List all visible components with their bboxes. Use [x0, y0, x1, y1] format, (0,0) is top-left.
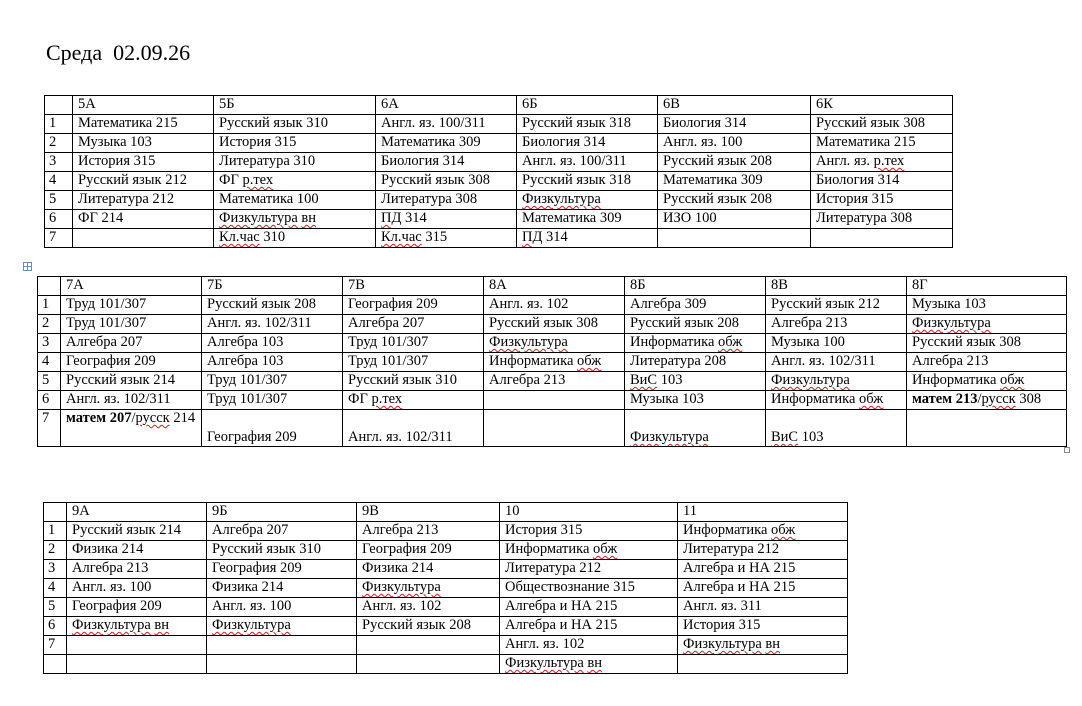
table-row — [44, 598, 848, 617]
lesson-cell: Алгебра 207 — [207, 522, 357, 541]
class-header-cell: 10 — [500, 503, 678, 522]
lesson-cell — [484, 391, 625, 410]
lesson-cell: Биология 314 — [658, 115, 811, 134]
lesson-cell: Англ. яз. 102/311 — [343, 410, 484, 447]
lesson-cell: География 209 — [202, 410, 343, 447]
class-header-cell: 9В — [357, 503, 500, 522]
table-row — [38, 372, 1067, 391]
lesson-number-cell: 1 — [44, 522, 67, 541]
lesson-cell: Алгебра 207 — [61, 334, 202, 353]
table-header-row — [38, 277, 1067, 296]
class-header-cell: 5Б — [214, 96, 376, 115]
lesson-cell: Русский язык 310 — [343, 372, 484, 391]
lesson-cell: Русский язык 308 — [811, 115, 953, 134]
class-header-cell: 7А — [61, 277, 202, 296]
lesson-cell: Русский язык 208 — [202, 296, 343, 315]
lesson-cell: Литература 308 — [811, 210, 953, 229]
lesson-cell: Алгебра 213 — [67, 560, 207, 579]
lesson-cell: Англ. яз. 102/311 — [61, 391, 202, 410]
lesson-cell: История 315 — [678, 617, 848, 636]
lesson-cell: матем 213/русск 308 — [907, 391, 1067, 410]
lesson-cell: Физкультура вн — [67, 617, 207, 636]
lesson-cell: Англ. яз. 100 — [207, 598, 357, 617]
lesson-cell: Труд 101/307 — [202, 391, 343, 410]
table-row — [38, 334, 1067, 353]
schedule-table-9-11 — [43, 502, 848, 674]
lesson-cell: Русский язык 212 — [73, 172, 214, 191]
lesson-cell — [907, 410, 1067, 447]
lesson-cell: Англ. яз. 100 — [658, 134, 811, 153]
table-row — [44, 541, 848, 560]
lesson-cell: Англ. яз. р.тех — [811, 153, 953, 172]
table-row — [38, 296, 1067, 315]
lesson-cell: Физика 214 — [207, 579, 357, 598]
lesson-cell: География 209 — [61, 353, 202, 372]
table-row — [45, 210, 953, 229]
class-header-cell: 6В — [658, 96, 811, 115]
table-row — [38, 391, 1067, 410]
lesson-cell: Алгебра 213 — [907, 353, 1067, 372]
lesson-cell: Музыка 103 — [73, 134, 214, 153]
table-row — [45, 153, 953, 172]
lesson-cell: Физкультура вн — [500, 655, 678, 674]
schedule-table-5-6 — [44, 95, 953, 248]
lesson-cell: ВиС 103 — [766, 410, 907, 447]
table-header-row — [45, 96, 953, 115]
lesson-cell: Физкультура — [625, 410, 766, 447]
lesson-cell: Математика 215 — [811, 134, 953, 153]
lesson-cell: Труд 101/307 — [61, 315, 202, 334]
schedule-table-7-8 — [37, 276, 1067, 447]
lesson-cell: История 315 — [811, 191, 953, 210]
table-row — [45, 191, 953, 210]
lesson-cell: Русский язык 308 — [376, 172, 517, 191]
table-row — [45, 172, 953, 191]
lesson-cell: Русский язык 318 — [517, 172, 658, 191]
table-row — [45, 115, 953, 134]
table-row — [44, 636, 848, 655]
lesson-cell: Математика 309 — [376, 134, 517, 153]
lesson-cell: Физкультура — [517, 191, 658, 210]
lesson-cell: География 209 — [343, 296, 484, 315]
lesson-number-cell: 1 — [45, 115, 73, 134]
lesson-cell: География 209 — [207, 560, 357, 579]
lesson-cell: Алгебра 213 — [766, 315, 907, 334]
lesson-cell: Англ. яз. 100/311 — [376, 115, 517, 134]
lesson-cell: Математика 215 — [73, 115, 214, 134]
lesson-cell: ФГ 214 — [73, 210, 214, 229]
lesson-cell: Алгебра 103 — [202, 353, 343, 372]
table-resize-handle[interactable] — [1064, 447, 1070, 453]
lesson-cell: Физкультура вн — [678, 636, 848, 655]
lesson-number-cell: 3 — [44, 560, 67, 579]
table-row — [45, 229, 953, 248]
lesson-cell: Литература 212 — [500, 560, 678, 579]
table-row — [38, 410, 1067, 447]
lesson-cell: Литература 310 — [214, 153, 376, 172]
lesson-cell: Музыка 103 — [907, 296, 1067, 315]
lesson-cell — [357, 636, 500, 655]
lesson-cell: ПД 314 — [517, 229, 658, 248]
header-corner-cell — [38, 277, 61, 296]
lesson-number-cell: 4 — [38, 353, 61, 372]
lesson-cell: Русский язык 208 — [625, 315, 766, 334]
lesson-number-cell: 4 — [44, 579, 67, 598]
lesson-number-cell: 3 — [38, 334, 61, 353]
lesson-cell: Литература 208 — [625, 353, 766, 372]
lesson-cell: Алгебра 213 — [357, 522, 500, 541]
lesson-cell: Физкультура — [207, 617, 357, 636]
lesson-cell: Англ. яз. 100 — [67, 579, 207, 598]
class-header-cell: 5А — [73, 96, 214, 115]
lesson-cell: Биология 314 — [376, 153, 517, 172]
lesson-cell: История 315 — [73, 153, 214, 172]
lesson-cell — [658, 229, 811, 248]
table-row — [44, 579, 848, 598]
class-header-cell: 6Б — [517, 96, 658, 115]
class-header-cell: 9А — [67, 503, 207, 522]
class-header-cell: 6А — [376, 96, 517, 115]
lesson-cell: Информатика обж — [907, 372, 1067, 391]
lesson-cell: Англ. яз. 100/311 — [517, 153, 658, 172]
class-header-cell: 8Б — [625, 277, 766, 296]
lesson-cell: Русский язык 310 — [207, 541, 357, 560]
lesson-cell: География 209 — [67, 598, 207, 617]
lesson-cell: ПД 314 — [376, 210, 517, 229]
lesson-cell: Информатика обж — [484, 353, 625, 372]
lesson-cell: Алгебра и НА 215 — [500, 617, 678, 636]
lesson-cell — [73, 229, 214, 248]
lesson-cell — [811, 229, 953, 248]
lesson-cell: Алгебра 213 — [484, 372, 625, 391]
lesson-cell: Музыка 103 — [625, 391, 766, 410]
table-row — [38, 315, 1067, 334]
lesson-number-cell: 5 — [38, 372, 61, 391]
page-title: Среда 02.09.26 — [46, 40, 191, 65]
lesson-cell: Англ. яз. 311 — [678, 598, 848, 617]
lesson-cell — [207, 655, 357, 674]
lesson-cell: География 209 — [357, 541, 500, 560]
lesson-cell: Физкультура — [907, 315, 1067, 334]
lesson-cell: Алгебра и НА 215 — [678, 560, 848, 579]
lesson-cell: Русский язык 208 — [357, 617, 500, 636]
lesson-cell: Русский язык 208 — [658, 153, 811, 172]
lesson-cell: Кл.час 310 — [214, 229, 376, 248]
table-row — [38, 353, 1067, 372]
lesson-cell: Англ. яз. 102 — [500, 636, 678, 655]
lesson-cell: Информатика обж — [766, 391, 907, 410]
lesson-number-cell: 7 — [44, 636, 67, 655]
lesson-cell: Биология 314 — [517, 134, 658, 153]
lesson-cell: Физкультура — [766, 372, 907, 391]
lesson-number-cell — [44, 655, 67, 674]
lesson-cell: Труд 101/307 — [202, 372, 343, 391]
class-header-cell: 7В — [343, 277, 484, 296]
lesson-cell — [678, 655, 848, 674]
lesson-cell: Физкультура — [484, 334, 625, 353]
lesson-number-cell: 2 — [38, 315, 61, 334]
lesson-cell — [207, 636, 357, 655]
lesson-cell: Русский язык 310 — [214, 115, 376, 134]
lesson-cell: Русский язык 208 — [658, 191, 811, 210]
lesson-cell: Англ. яз. 102/311 — [766, 353, 907, 372]
class-header-cell: 6К — [811, 96, 953, 115]
lesson-cell: Труд 101/307 — [61, 296, 202, 315]
class-header-cell: 11 — [678, 503, 848, 522]
lesson-number-cell: 2 — [44, 541, 67, 560]
lesson-cell: Информатика обж — [678, 522, 848, 541]
table-row — [44, 617, 848, 636]
lesson-cell: Математика 309 — [658, 172, 811, 191]
lesson-cell: Музыка 100 — [766, 334, 907, 353]
lesson-cell: Англ. яз. 102 — [357, 598, 500, 617]
lesson-cell: Математика 100 — [214, 191, 376, 210]
lesson-cell: История 315 — [214, 134, 376, 153]
lesson-cell: Русский язык 212 — [766, 296, 907, 315]
lesson-cell: Математика 309 — [517, 210, 658, 229]
class-header-cell: 9Б — [207, 503, 357, 522]
lesson-cell: ВиС 103 — [625, 372, 766, 391]
lesson-cell: Алгебра и НА 215 — [500, 598, 678, 617]
table-row — [44, 560, 848, 579]
lesson-cell: Англ. яз. 102 — [484, 296, 625, 315]
lesson-cell — [67, 655, 207, 674]
class-header-cell: 7Б — [202, 277, 343, 296]
lesson-cell: Физика 214 — [67, 541, 207, 560]
lesson-cell: Физика 214 — [357, 560, 500, 579]
lesson-cell: Информатика обж — [625, 334, 766, 353]
lesson-cell: Литература 212 — [678, 541, 848, 560]
lesson-cell: Труд 101/307 — [343, 334, 484, 353]
lesson-cell: матем 207/русск 214 — [61, 410, 202, 447]
class-header-cell: 8В — [766, 277, 907, 296]
lesson-number-cell: 2 — [45, 134, 73, 153]
lesson-cell: Русский язык 214 — [67, 522, 207, 541]
lesson-number-cell: 6 — [45, 210, 73, 229]
lesson-number-cell: 7 — [38, 410, 61, 447]
lesson-cell: Алгебра 309 — [625, 296, 766, 315]
table-header-row — [44, 503, 848, 522]
lesson-cell: Биология 314 — [811, 172, 953, 191]
lesson-cell: Русский язык 318 — [517, 115, 658, 134]
lesson-number-cell: 3 — [45, 153, 73, 172]
lesson-number-cell: 7 — [45, 229, 73, 248]
lesson-number-cell: 6 — [44, 617, 67, 636]
lesson-cell: ИЗО 100 — [658, 210, 811, 229]
lesson-cell: Русский язык 308 — [484, 315, 625, 334]
lesson-cell: Русский язык 214 — [61, 372, 202, 391]
class-header-cell: 8Г — [907, 277, 1067, 296]
table-row — [45, 134, 953, 153]
lesson-cell — [67, 636, 207, 655]
lesson-number-cell: 1 — [38, 296, 61, 315]
lesson-cell: Алгебра и НА 215 — [678, 579, 848, 598]
lesson-cell — [357, 655, 500, 674]
lesson-number-cell: 4 — [45, 172, 73, 191]
lesson-cell: ФГ р.тех — [343, 391, 484, 410]
lesson-cell: Физкультура — [357, 579, 500, 598]
lesson-cell: Кл.час 315 — [376, 229, 517, 248]
lesson-cell: Информатика обж — [500, 541, 678, 560]
lesson-cell: Русский язык 308 — [907, 334, 1067, 353]
table-move-handle-icon[interactable] — [23, 262, 32, 271]
lesson-cell: ФГ р.тех — [214, 172, 376, 191]
lesson-cell: Алгебра 207 — [343, 315, 484, 334]
lesson-cell: Литература 308 — [376, 191, 517, 210]
table-row — [44, 522, 848, 541]
header-corner-cell — [44, 503, 67, 522]
lesson-cell: Физкультура вн — [214, 210, 376, 229]
lesson-number-cell: 5 — [44, 598, 67, 617]
lesson-number-cell: 5 — [45, 191, 73, 210]
class-header-cell: 8А — [484, 277, 625, 296]
lesson-number-cell: 6 — [38, 391, 61, 410]
lesson-cell: Обществознание 315 — [500, 579, 678, 598]
lesson-cell: Англ. яз. 102/311 — [202, 315, 343, 334]
header-corner-cell — [45, 96, 73, 115]
lesson-cell: История 315 — [500, 522, 678, 541]
lesson-cell: Алгебра 103 — [202, 334, 343, 353]
lesson-cell: Литература 212 — [73, 191, 214, 210]
lesson-cell: Труд 101/307 — [343, 353, 484, 372]
lesson-cell — [484, 410, 625, 447]
table-row — [44, 655, 848, 674]
